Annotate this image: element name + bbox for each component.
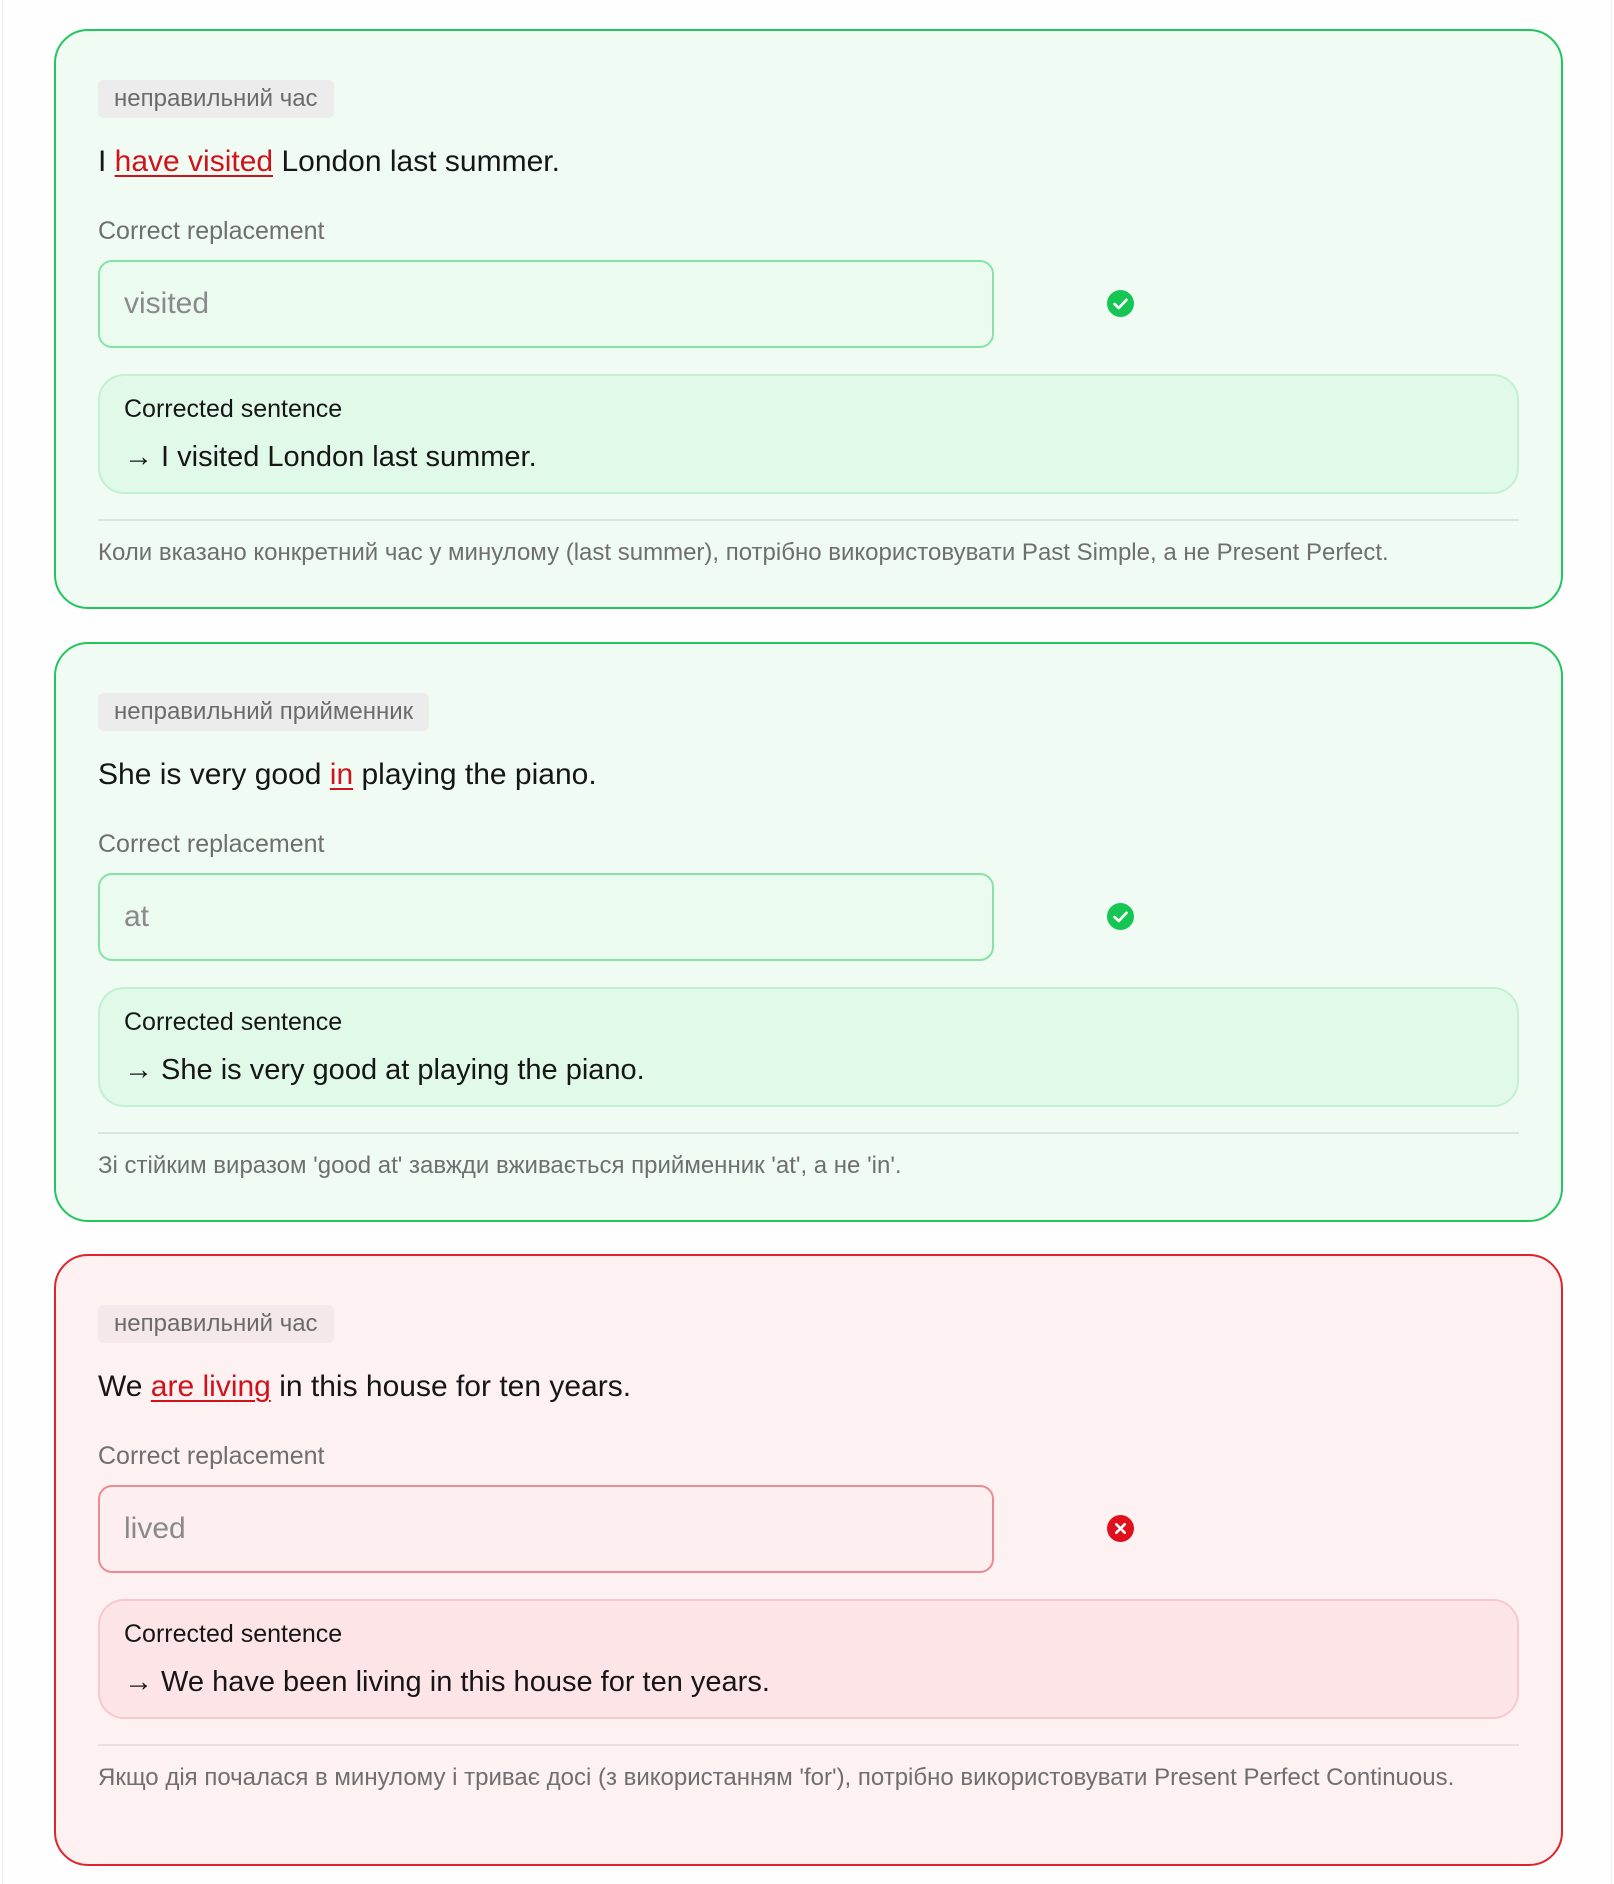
replacement-input[interactable] [98,260,994,348]
error-type-tag: неправильний прийменник [98,693,429,731]
corrected-sentence-box [98,1599,1519,1719]
replacement-input[interactable] [98,873,994,961]
answer-row [98,260,1519,348]
corrected-sentence-text: → I visited London last summer. [124,441,537,473]
highlighted-error: have visited [114,145,274,178]
sentence-text: I [98,145,115,178]
x-circle-icon [1107,1515,1134,1542]
exercise-page [2,0,1612,1884]
answer-row [98,1485,1519,1573]
corrected-sentence-box [98,987,1519,1107]
check-circle-icon [1107,290,1134,317]
corrected-sentence-title: Corrected sentence [124,395,343,423]
exercise-card [54,1254,1563,1866]
exercise-card [54,29,1563,609]
corrected-sentence-text: → We have been living in this house for ten years. [124,1666,770,1698]
corrected-sentence-title: Corrected sentence [124,1620,343,1648]
replacement-label: Correct replacement [98,830,325,858]
explanation-text: Якщо дія почалася в минулому і триває досі (з використанням 'for'), потрібно використовувати Present Perfect Continuous. [98,1764,1455,1791]
exercise-card [54,642,1563,1222]
sentence-text: She is very good [98,758,330,791]
answer-row [98,873,1519,961]
sentence-text: in this house for ten years. [270,1370,632,1403]
corrected-sentence-title: Corrected sentence [124,1008,343,1036]
replacement-input[interactable] [98,1485,994,1573]
corrected-sentence-box [98,374,1519,494]
divider [98,519,1519,521]
corrected-sentence-text: → She is very good at playing the piano. [124,1054,645,1086]
divider [98,1744,1519,1746]
check-circle-icon [1107,903,1134,930]
replacement-label: Correct replacement [98,217,325,245]
exercise-sentence [98,142,1519,182]
error-type-tag: неправильний час [98,1305,334,1343]
explanation-text: Коли вказано конкретний час у минулому (last summer), потрібно використовувати Past Simple, а не Present Perfect. [98,539,1389,566]
sentence-text: We [98,1370,151,1403]
exercise-sentence [98,1367,1519,1407]
highlighted-error: in [329,758,354,791]
highlighted-error: are living [150,1370,271,1403]
sentence-text: London last summer. [273,145,560,178]
divider [98,1132,1519,1134]
exercise-sentence [98,755,1519,795]
sentence-text: playing the piano. [353,758,597,791]
error-type-tag: неправильний час [98,80,334,118]
explanation-text: Зі стійким виразом 'good at' завжди вживається прийменник 'at', а не 'in'. [98,1152,902,1179]
replacement-label: Correct replacement [98,1442,325,1470]
